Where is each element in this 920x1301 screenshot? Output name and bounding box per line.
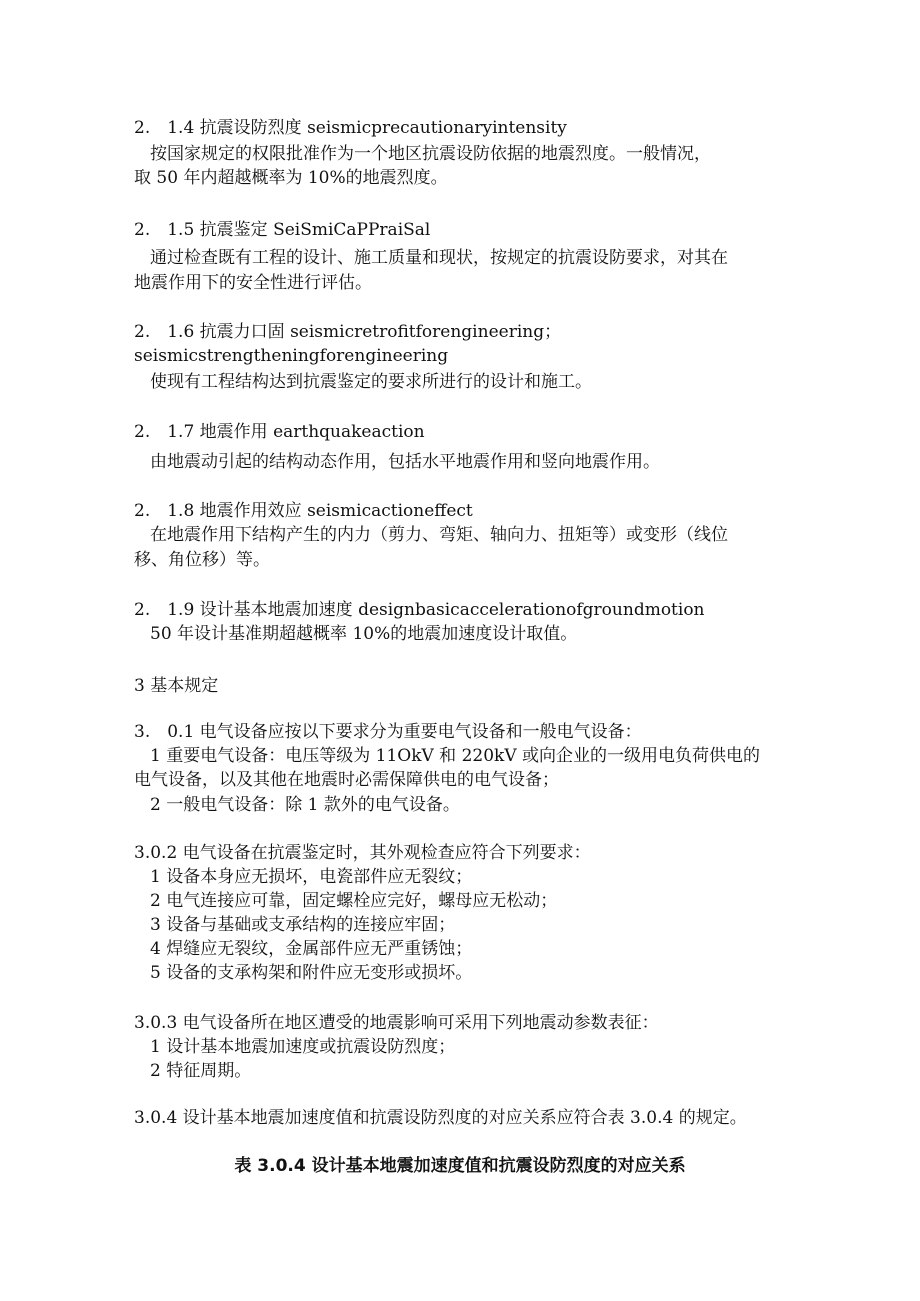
section-3-0-4-heading: 3.0.4 设计基本地震加速度值和抗震设防烈度的对应关系应符合表 3.0.4 的规定。	[134, 1108, 747, 1128]
section-3-0-3-item-2: 2 特征周期。	[150, 1061, 252, 1081]
section-2-1-8-line-2: 移、角位移）等。	[134, 550, 270, 570]
section-2-1-7-line-1: 由地震动引起的结构动态作用，包括水平地震作用和竖向地震作用。	[150, 452, 660, 472]
section-2-1-5-line-1: 通过检查既有工程的设计、施工质量和现状，按规定的抗震设防要求，对其在	[150, 248, 728, 268]
section-2-1-7-heading: 2. 1.7 地震作用 earthquakeaction	[134, 422, 425, 442]
section-2-1-8-heading: 2. 1.8 地震作用效应 seismicactioneffect	[134, 501, 473, 521]
chapter-3-title: 3 基本规定	[134, 676, 219, 696]
section-3-0-3-heading: 3.0.3 电气设备所在地区遭受的地震影响可采用下列地震动参数表征：	[134, 1013, 659, 1033]
table-caption: 表 3.0.4 设计基本地震加速度值和抗震设防烈度的对应关系	[234, 1156, 686, 1176]
section-2-1-4-line-1: 按国家规定的权限批准作为一个地区抗震设防依据的地震烈度。一般情况，	[150, 144, 711, 164]
section-2-1-5-line-2: 地震作用下的安全性进行评估。	[134, 273, 372, 293]
section-2-1-5-heading: 2. 1.5 抗震鉴定 SeiSmiCaPPraiSal	[134, 220, 431, 240]
section-3-0-2-item-3: 3 设备与基础或支承结构的连接应牢固；	[150, 915, 456, 935]
section-2-1-9-line-1: 50 年设计基准期超越概率 10%的地震加速度设计取值。	[150, 624, 578, 644]
section-2-1-8-line-1: 在地震作用下结构产生的内力（剪力、弯矩、轴向力、扭矩等）或变形（线位	[150, 525, 728, 545]
section-3-0-2-item-4: 4 焊缝应无裂纹，金属部件应无严重锈蚀；	[150, 939, 473, 959]
section-2-1-4-line-2: 取 50 年内超越概率为 10%的地震烈度。	[134, 168, 448, 188]
section-3-0-2-heading: 3.0.2 电气设备在抗震鉴定时，其外观检查应符合下列要求：	[134, 843, 591, 863]
section-3-0-3-item-1: 1 设计基本地震加速度或抗震设防烈度；	[150, 1037, 456, 1057]
section-3-0-2-item-2: 2 电气连接应可靠，固定螺栓应完好，螺母应无松动；	[150, 891, 558, 911]
section-3-0-1-item-1-cont: 电气设备，以及其他在地震时必需保障供电的电气设备；	[134, 770, 559, 790]
section-2-1-6-heading: 2. 1.6 抗震力口固 seismicretrofitforengineering；	[134, 322, 562, 342]
section-3-0-2-item-5: 5 设备的支承构架和附件应无变形或损坏。	[150, 963, 473, 983]
section-2-1-6-heading-cont: seismicstrengtheningforengineering	[134, 346, 449, 366]
section-2-1-6-line-1: 使现有工程结构达到抗震鉴定的要求所进行的设计和施工。	[150, 372, 592, 392]
section-3-0-1-item-2: 2 一般电气设备：除 1 款外的电气设备。	[150, 795, 460, 815]
section-3-0-2-item-1: 1 设备本身应无损坏，电瓷部件应无裂纹；	[150, 867, 473, 887]
section-3-0-1-heading: 3. 0.1 电气设备应按以下要求分为重要电气设备和一般电气设备：	[134, 722, 642, 742]
section-3-0-1-item-1: 1 重要电气设备：电压等级为 11OkV 和 220kV 或向企业的一级用电负荷供电的	[150, 746, 761, 766]
section-2-1-4-heading: 2. 1.4 抗震设防烈度 seismicprecautionaryintensity	[134, 118, 567, 138]
section-2-1-9-heading: 2. 1.9 设计基本地震加速度 designbasicaccelerationofgroundmotion	[134, 600, 705, 620]
